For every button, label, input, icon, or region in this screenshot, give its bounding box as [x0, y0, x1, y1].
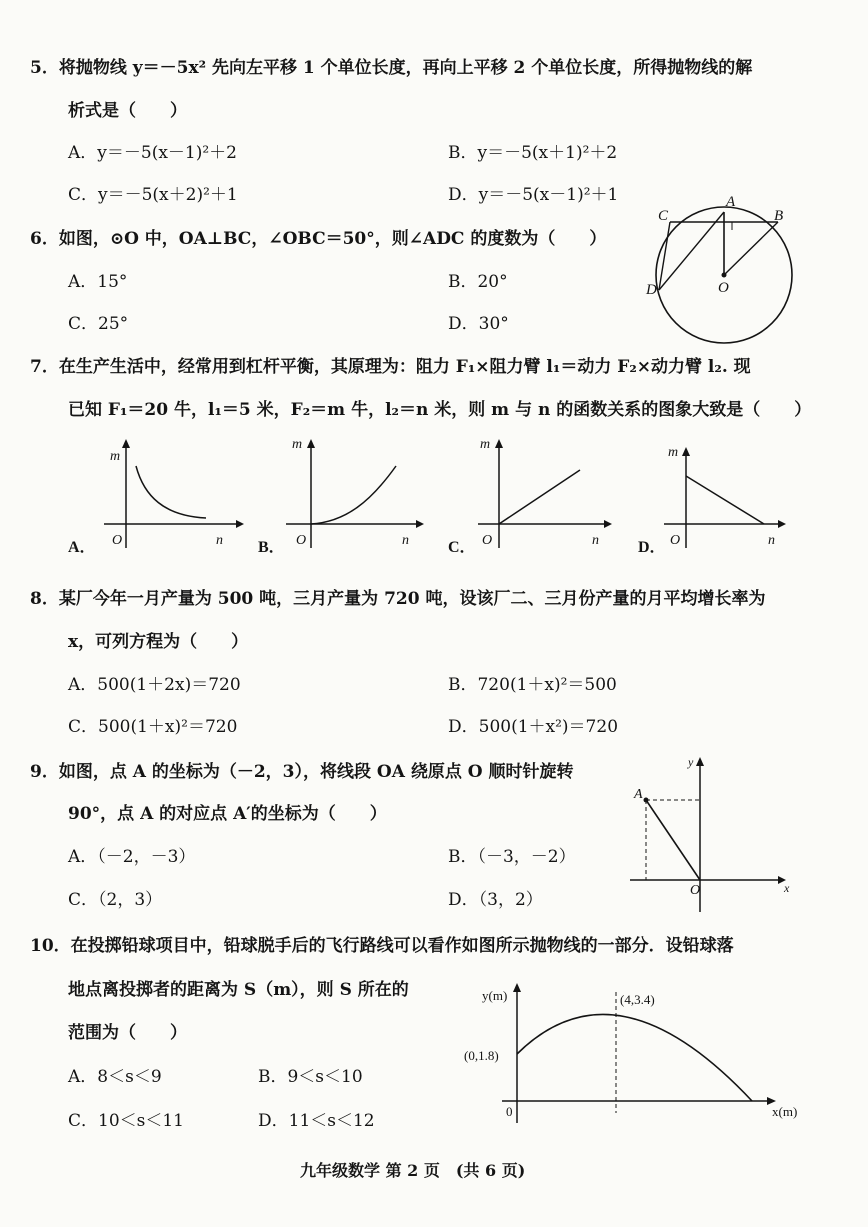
q9-coordinate-figure: [630, 752, 800, 917]
q9-label-o: O: [690, 883, 701, 898]
q6-option-d: D．30°: [448, 314, 509, 334]
q10-start-label: (0,1.8): [464, 1048, 499, 1063]
q5-stem-cont: 析式是（ ）: [68, 101, 187, 121]
q10-y-label: y(m): [482, 988, 508, 1003]
q8-option-a: A．500(1＋2x)＝720: [68, 675, 241, 695]
q7-option-a-label: A．: [68, 539, 96, 556]
q6-label-a: A: [726, 194, 736, 210]
q9-option-a: A．（－2，－3）: [68, 847, 196, 867]
q9-label-x: x: [784, 881, 790, 895]
q5-option-c: C．y＝－5(x＋2)²＋1: [68, 185, 238, 205]
q10-stem: 10．在投掷铅球项目中，铅球脱手后的飞行路线可以看作如图所示抛物线的一部分．设铅球落: [30, 936, 734, 956]
q8-option-c: C．500(1＋x)²＝720: [68, 717, 238, 737]
svg-text:m: m: [668, 445, 679, 460]
q6-option-a: A．15°: [68, 272, 128, 292]
svg-text:m: m: [292, 437, 303, 452]
q8-option-d: D．500(1＋x²)＝720: [448, 717, 619, 737]
q7-stem-cont: 已知 F₁＝20 牛，l₁＝5 米，F₂＝m 牛，l₂＝n 米，则 m 与 n 的函数关系的图象大致是（ ）: [68, 400, 812, 420]
q7-graph-a: [66, 436, 246, 556]
q7-graph-c: [446, 436, 626, 556]
svg-text:O: O: [670, 533, 681, 548]
svg-text:n: n: [402, 533, 409, 548]
q7-graph-b: [256, 436, 436, 556]
page-footer: 九年级数学 第 2 页 (共 6 页): [300, 1161, 526, 1180]
q9-stem: 9．如图，点 A 的坐标为（－2，3），将线段 OA 绕原点 O 顺时针旋转: [30, 762, 574, 782]
q9-option-b: B．（－3，－2）: [448, 847, 576, 867]
q6-label-c: C: [658, 208, 669, 224]
q10-vertex-label: (4,3.4): [620, 992, 655, 1007]
q10-stem-cont: 地点离投掷者的距离为 S（m），则 S 所在的: [68, 980, 409, 1000]
svg-text:n: n: [768, 533, 775, 548]
q10-option-a: A．8＜s＜9: [68, 1067, 162, 1087]
svg-text:m: m: [480, 437, 491, 452]
q8-stem: 8．某厂今年一月产量为 500 吨，三月产量为 720 吨，设该厂二、三月份产量的月平均增长率为: [30, 589, 766, 609]
q10-x-label: x(m): [772, 1104, 798, 1119]
q6-label-b: B: [774, 208, 784, 224]
q6-label-o: O: [718, 280, 729, 296]
q6-circle-figure: [640, 190, 800, 350]
svg-text:n: n: [592, 533, 599, 548]
q7-stem: 7．在生产生活中，经常用到杠杆平衡，其原理为：阻力 F₁×阻力臂 l₁＝动力 F₂×动力臂 l₂. 现: [30, 357, 751, 377]
svg-text:m: m: [110, 449, 121, 464]
q9-option-d: D．（3，2）: [448, 890, 543, 910]
q10-stem-cont2: 范围为（ ）: [68, 1023, 187, 1043]
q6-label-d: D: [646, 282, 657, 298]
q9-stem-cont: 90°，点 A 的对应点 A′的坐标为（ ）: [68, 804, 387, 824]
q6-option-c: C．25°: [68, 314, 129, 334]
q6-option-b: B．20°: [448, 272, 508, 292]
svg-text:O: O: [482, 533, 493, 548]
q7-option-d-label: D．: [638, 539, 666, 556]
svg-text:n: n: [216, 533, 223, 548]
q5-option-a: A．y＝－5(x－1)²＋2: [68, 143, 237, 163]
q8-stem-cont: x，可列方程为（ ）: [68, 632, 249, 652]
q6-stem: 6．如图，⊙O 中，OA⊥BC，∠OBC＝50°，则∠ADC 的度数为（ ）: [30, 229, 607, 249]
q8-option-b: B．720(1＋x)²＝500: [448, 675, 617, 695]
q7-option-c-label: C．: [448, 539, 476, 556]
q10-trajectory-figure: [462, 978, 807, 1128]
svg-text:O: O: [112, 533, 123, 548]
q5-stem: 5．将抛物线 y＝－5x² 先向左平移 1 个单位长度，再向上平移 2 个单位长度，所得抛物线的解: [30, 58, 753, 78]
q5-option-b: B．y＝－5(x＋1)²＋2: [448, 143, 618, 163]
q9-option-c: C．（2，3）: [68, 890, 163, 910]
q9-label-a: A: [634, 787, 643, 802]
svg-text:O: O: [296, 533, 307, 548]
q10-option-b: B．9＜s＜10: [258, 1067, 363, 1087]
q5-option-d: D．y＝－5(x－1)²＋1: [448, 185, 619, 205]
q7-option-b-label: B．: [258, 539, 285, 556]
q9-label-y: y: [688, 755, 694, 769]
q10-option-c: C．10＜s＜11: [68, 1111, 184, 1131]
q10-origin-label: 0: [506, 1104, 513, 1119]
q7-graph-d: [636, 436, 816, 556]
q10-option-d: D．11＜s＜12: [258, 1111, 375, 1131]
